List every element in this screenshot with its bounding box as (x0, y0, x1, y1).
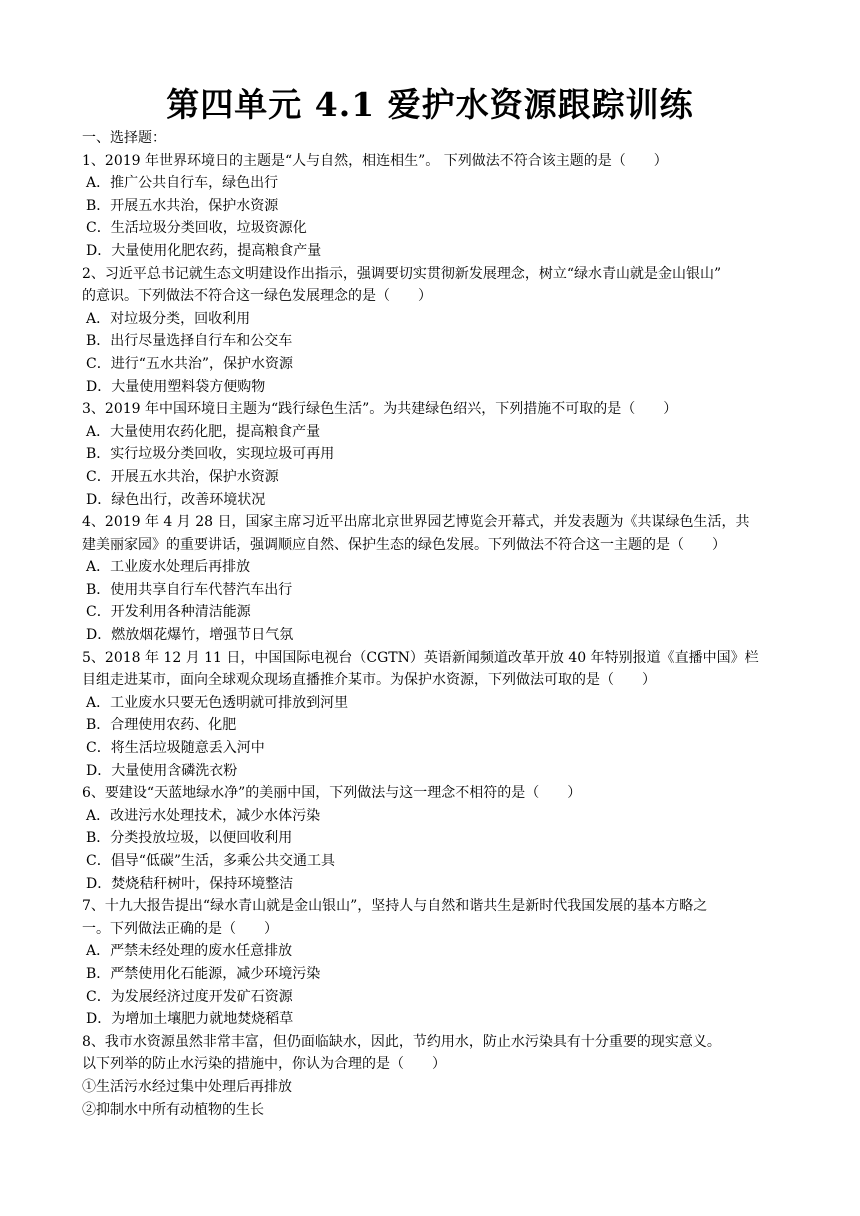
question-4 (82, 511, 782, 647)
question-8 (82, 1031, 782, 1121)
option-d: D．绿色出行，改善环境状况 (86, 491, 266, 508)
question-6 (82, 782, 782, 895)
option-d: D．大量使用化肥农药，提高粮食产量 (86, 242, 322, 259)
option-c: C．倡导“低碳”生活，多乘公共交通工具 (86, 853, 336, 869)
option-b: B．合理使用农药、化肥 (86, 717, 237, 734)
question-stem-cont: 的意识。下列做法不符合这一绿色发展理念的是（ ） (82, 288, 432, 305)
option-c: C．开发利用各种清洁能源 (86, 604, 251, 621)
option-d: D．焚烧秸秆树叶，保持环境整洁 (86, 875, 294, 892)
option-c: C．将生活垃圾随意丢入河中 (86, 740, 265, 757)
question-5 (82, 647, 782, 783)
option-d: D．燃放烟花爆竹，增强节日气氛 (86, 627, 294, 644)
question-stem-cont: 目组走进某市，面向全球观众现场直播推介某市。为保护水资源，下列做法可取的是（ ） (82, 672, 656, 689)
question-stem: 4、2019 年 4 月 28 日，国家主席习近平出席北京世界园艺博览会开幕式，并发表题为《共谋绿色生活，共 (82, 514, 750, 531)
option-c: C．生活垃圾分类回收，垃圾资源化 (86, 220, 307, 237)
question-stem: 8、我市水资源虽然非常丰富，但仍面临缺水，因此，节约用水，防止水污染具有十分重要的现实意义。 (82, 1033, 721, 1050)
option-a: A．推广公共自行车，绿色出行 (86, 175, 279, 192)
question-stem: 7、十九大报告提出“绿水青山就是金山银山”，坚持人与自然和谐共生是新时代我国发展的基本方略之 (82, 898, 708, 915)
question-stem: 1、2019 年世界环境日的主题是“人与自然，相连相生”。 下列做法不符合该主题的是（ ） (82, 152, 668, 169)
option-b: B．严禁使用化石能源，减少环境污染 (86, 965, 321, 982)
option-a: A．改进污水处理技术，减少水体污染 (86, 807, 321, 824)
option-d: D．为增加土壤肥力就地焚烧稻草 (86, 1011, 294, 1028)
question-stem: 5、2018 年 12 月 11 日，中国国际电视台（CGTN）英语新闻频道改革开放 40 年特别报道《直播中国》栏 (82, 649, 759, 666)
option-b: B．使用共享自行车代替汽车出行 (86, 581, 293, 598)
question-stem-cont: 建美丽家园》的重要讲话，强调顺应自然、保护生态的绿色发展。下列做法不符合这一主题的是（ ） (82, 536, 726, 553)
option-a: A．对垃圾分类，回收利用 (86, 310, 251, 327)
question-2 (82, 263, 782, 399)
option-d: D．大量使用含磷洗衣粉 (86, 762, 238, 779)
option-b: B．分类投放垃圾，以便回收利用 (86, 830, 293, 847)
section-heading: 一、选择题： (82, 130, 166, 146)
measure-1: ①生活污水经过集中处理后再排放 (82, 1078, 292, 1095)
option-a: A．严禁未经处理的废水任意排放 (86, 943, 293, 960)
option-d: D．大量使用塑料袋方便购物 (86, 378, 266, 395)
option-c: C．进行“五水共治”，保护水资源 (86, 355, 294, 372)
question-3 (82, 398, 782, 511)
question-stem: 6、要建设“天蓝地绿水净”的美丽中国，下列做法与这一理念不相符的是（ ） (82, 785, 582, 802)
question-list (82, 127, 782, 1121)
option-b: B．开展五水共治，保护水资源 (86, 197, 279, 214)
question-stem-cont: 以下列举的防止水污染的措施中，你认为合理的是（ ） (82, 1056, 446, 1073)
question-7 (82, 895, 782, 1031)
page-title: 第四单元 4.1 爱护水资源跟踪训练 (166, 85, 694, 124)
question-1 (82, 150, 782, 263)
option-a: A．大量使用农药化肥，提高粮食产量 (86, 423, 321, 440)
question-stem-cont: 一。下列做法正确的是（ ） (82, 920, 278, 937)
option-a: A．工业废水处理后再排放 (86, 559, 251, 576)
measure-2: ②抑制水中所有动植物的生长 (82, 1101, 264, 1118)
question-stem: 3、2019 年中国环境日主题为“践行绿色生活”。为共建绿色绍兴，下列措施不可取的是（ ） (82, 401, 678, 418)
option-a: A．工业废水只要无色透明就可排放到河里 (86, 694, 349, 711)
option-c: C．为发展经济过度开发矿石资源 (86, 988, 293, 1005)
question-stem: 2、习近平总书记就生态文明建设作出指示，强调要切实贯彻新发展理念，树立“绿水青山就是金山银山” (82, 265, 722, 282)
option-b: B．实行垃圾分类回收，实现垃圾可再用 (86, 446, 335, 463)
option-b: B．出行尽量选择自行车和公交车 (86, 333, 293, 350)
option-c: C．开展五水共治，保护水资源 (86, 468, 279, 485)
